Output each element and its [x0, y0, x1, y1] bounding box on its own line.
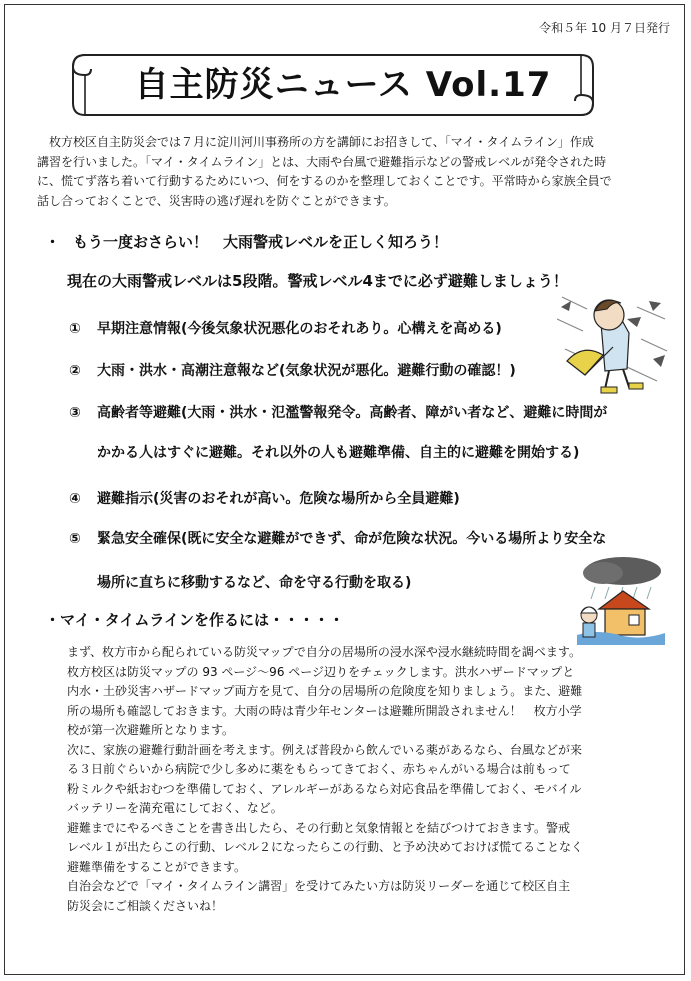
section1-heading — [45, 231, 448, 252]
level-text: 早期注意情報(今後気象状況悪化のおそれあり。心構えを高める) — [97, 321, 502, 337]
body-line: 避難準備をすることができます。 — [67, 859, 247, 874]
warning-level-5-continued: 場所に直ちに移動するなど、命を守る行動を取る) — [97, 575, 412, 591]
warning-level-2 — [69, 360, 516, 380]
level-number: ④ — [69, 491, 81, 507]
level-text: 大雨・洪水・高潮注意報など(気象状況が悪化。避難行動の確認！) — [97, 363, 516, 379]
warning-level-5 — [69, 528, 606, 548]
body-line: 所の場所も確認しておきます。大雨の時は青少年センターは避難所開設されません！ 枚方小学 — [67, 703, 582, 718]
body-line: レベル１が出たらこの行動、レベル２になったらこの行動、と予め決めておけば慌てることなく — [67, 840, 584, 854]
issue-date: 令和５年 10 月７日発行 — [539, 21, 670, 35]
level-text: 避難指示(災害のおそれが高い。危険な場所から全員避難) — [97, 491, 460, 507]
bullet-mark: ・ — [45, 233, 61, 251]
intro-line: 話し合っておくことで、災害時の逃げ遅れを防ぐことができます。 — [37, 193, 396, 208]
warning-level-3-continued: かかる人はすぐに避難。それ以外の人も避難準備、自主的に避難を開始する) — [97, 445, 580, 461]
warning-level-4 — [69, 488, 460, 508]
intro-paragraph — [37, 133, 667, 211]
timeline-guide-body — [67, 643, 677, 916]
body-line: まず、枚方市から配られている防災マップで自分の居場所の浸水深や浸水継続時間を調べます。 — [67, 645, 581, 659]
body-line: 自治会などで「マイ・タイムライン講習」を受けてみたい方は防災リーダーを通じて校区自主 — [67, 879, 571, 893]
level-text: 高齢者等避難(大雨・洪水・氾濫警報発令。高齢者、障がい者など、避難に時間が — [97, 405, 608, 421]
level-number: ① — [69, 321, 81, 337]
intro-line: 講習を行いました。「マイ・タイムライン」とは、大雨や台風で避難指示などの警戒レベルが発令された時 — [37, 154, 607, 169]
body-line: 粉ミルクや紙おむつを準備しておく、アレルギーがあるなら対応食品を準備しておく、モバイル — [67, 781, 582, 796]
warning-level-3 — [69, 402, 607, 422]
flooded-house-icon — [573, 555, 669, 645]
body-line: 枚方校区は防災マップの 93 ページ～96 ページ辺りをチェックします。洪水ハザードマップと — [67, 664, 575, 679]
intro-line: に、慌てず落ち着いて行動するためにいつ、何をするのかを整理しておくことです。平常時から家族全員で — [37, 174, 612, 188]
level-text: 緊急安全確保(既に安全な避難ができず、命が危険な状況。今いる場所より安全な — [97, 531, 607, 547]
storm-child-icon — [557, 289, 669, 397]
body-line: る３日前ぐらいから病院で少し多めに薬をもらってきておく、赤ちゃんがいる場合は前もって — [67, 762, 571, 776]
newsletter-title: 自主防災ニュース Vol.17 — [134, 65, 552, 105]
section1-heading-text: もう一度おさらい！ 大雨警戒レベルを正しく知ろう！ — [73, 233, 449, 251]
body-line: バッテリーを満充電にしておく、など。 — [67, 801, 283, 815]
body-line: 内水・土砂災害ハザードマップ両方を見て、自分の居場所の危険度を知りましょう。また、避難 — [67, 684, 583, 698]
level-number: ② — [69, 363, 81, 379]
warning-level-1 — [69, 318, 502, 338]
body-line: 校が第一次避難所となります。 — [67, 723, 235, 737]
level-number: ⑤ — [69, 531, 81, 547]
page-frame — [4, 4, 685, 975]
title-banner — [63, 45, 603, 125]
warning-level-lead: 現在の大雨警戒レベルは5段階。警戒レベル4までに必ず避難しましょう！ — [67, 272, 568, 290]
intro-line: 枚方校区自主防災会では７月に淀川河川事務所の方を講師にお招きして、「マイ・タイムライン」作成 — [49, 135, 594, 149]
body-line: 次に、家族の避難行動計画を考えます。例えば普段から飲んでいる薬があるなら、台風などが来 — [67, 742, 583, 757]
level-number: ③ — [69, 405, 81, 421]
body-line: 防災会にご相談くださいね！ — [67, 898, 224, 913]
section2-heading: ・マイ・タイムラインを作るには・・・・・ — [45, 611, 344, 629]
body-line: 避難までにやるべきことを書き出したら、その行動と気象情報とを結びつけておきます。警戒 — [67, 820, 571, 835]
